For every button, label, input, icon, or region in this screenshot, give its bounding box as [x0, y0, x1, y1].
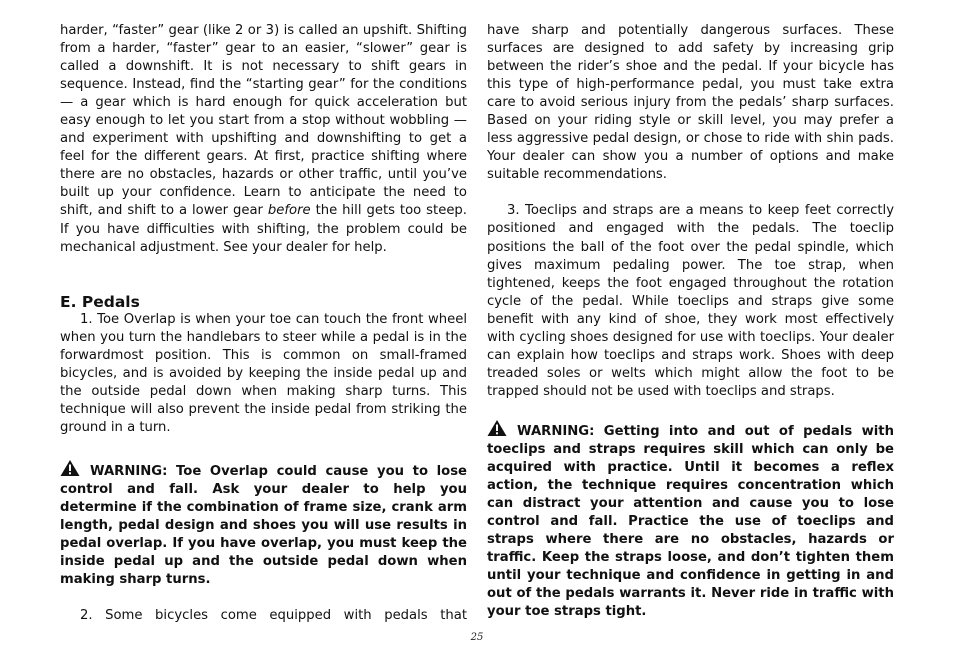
- toeclips-paragraph: 3. Toeclips and straps are a means to keep feet correctly positioned and engaged with the pedals. The toeclip positions the ball of the foot over the pedal spindle, which gives maximum pedaling power. The toe strap, when tightened, keeps the foot engaged throughout the rotation cycle of the pedal. While toeclips and straps give some benefit with any kind of shoe, they work most effectively with cycling shoes designed for use with toeclips. Your dealer can explain how toeclips and straps work. Shoes with deep treaded soles or welts which might allow the foot to be trapped should not be used with toeclips and straps.: [487, 203, 894, 399]
- emphasis-before: before: [267, 203, 311, 219]
- warning-toe-overlap: [60, 459, 467, 589]
- toe-overlap-paragraph: 1. Toe Overlap is when your toe can touch the front wheel when you turn the handlebars to steer while a pedal is in the forwardmost position. This is common on small-framed bicycles, and is avoided by keeping the inside pedal up and the outside pedal down when making sharp turns. This technique will also prevent the inside pedal from striking the ground in a turn.: [60, 311, 467, 435]
- warning-triangle-icon: [487, 419, 507, 437]
- warning-toeclips-text: WARNING: Getting into and out of pedals with toeclips and straps requires skill which can only be acquired with practice. Until it becomes a reflex action, the technique requires concentration which can distract your attention and cause you to lose control and fall. Practice the use of toeclips and straps where there are no obstacles, hazards or traffic. Keep the straps loose, and don’t tighten them until your technique and confidence in getting in and out of the pedals warrants it. Never ride in traffic with your toe straps tight.: [487, 423, 894, 620]
- gear-shifting-text: harder, “faster” gear (like 2 or 3) is called an upshift. Shifting from a harder, “faster” gear to an easier, “slower” gear is called a downshift. It is not necessary to shift gears in sequence. Instead, find the “starting gear” for the conditions — a gear which is hard enough for quick acceleration but easy enough to let you start from a stop without wobbling — and experiment with upshifting and downshifting to get a feel for the different gears. At first, practice shifting where there are no obstacles, hazards or other traffic, until you’ve built up your confidence. Learn to anticipate the need to shift, and shift to a lower gear: [60, 23, 467, 219]
- page-number: 25: [470, 632, 484, 643]
- warning-toe-overlap-text: WARNING: Toe Overlap could cause you to lose control and fall. Ask your dealer to help you determine if the combination of frame size, crank arm length, pedal design and shoes you will use results in pedal overlap. If you have overlap, you must keep the inside pedal up and the outside pedal down when making sharp turns.: [60, 463, 467, 588]
- sharp-pedals-paragraph-continued: have sharp and potentially dangerous surfaces. These surfaces are designed to add safety by increasing grip between the rider’s shoe and the pedal. If your bicycle has this type of high-performance pedal, you must take extra care to avoid serious injury from the pedals’ sharp surfaces. Based on your riding style or skill level, you may prefer a less aggressive pedal design, or chose to ride with shin pads. Your dealer can show you a number of options and make suitable recommendations.: [487, 23, 894, 183]
- right-column: [487, 22, 894, 621]
- warning-toeclips: [487, 419, 894, 622]
- section-heading-pedals: E. Pedals: [60, 292, 140, 311]
- left-column: [60, 22, 467, 625]
- gear-shifting-paragraph: [60, 22, 467, 257]
- gear-shifting-text-end: the hill gets too steep. If you have difficulties with shifting, the problem could be mechanical adjustment. See your dealer for help.: [60, 203, 467, 255]
- warning-triangle-icon: [60, 459, 80, 477]
- sharp-pedals-paragraph-start: 2. Some bicycles come equipped with pedals that: [80, 608, 467, 624]
